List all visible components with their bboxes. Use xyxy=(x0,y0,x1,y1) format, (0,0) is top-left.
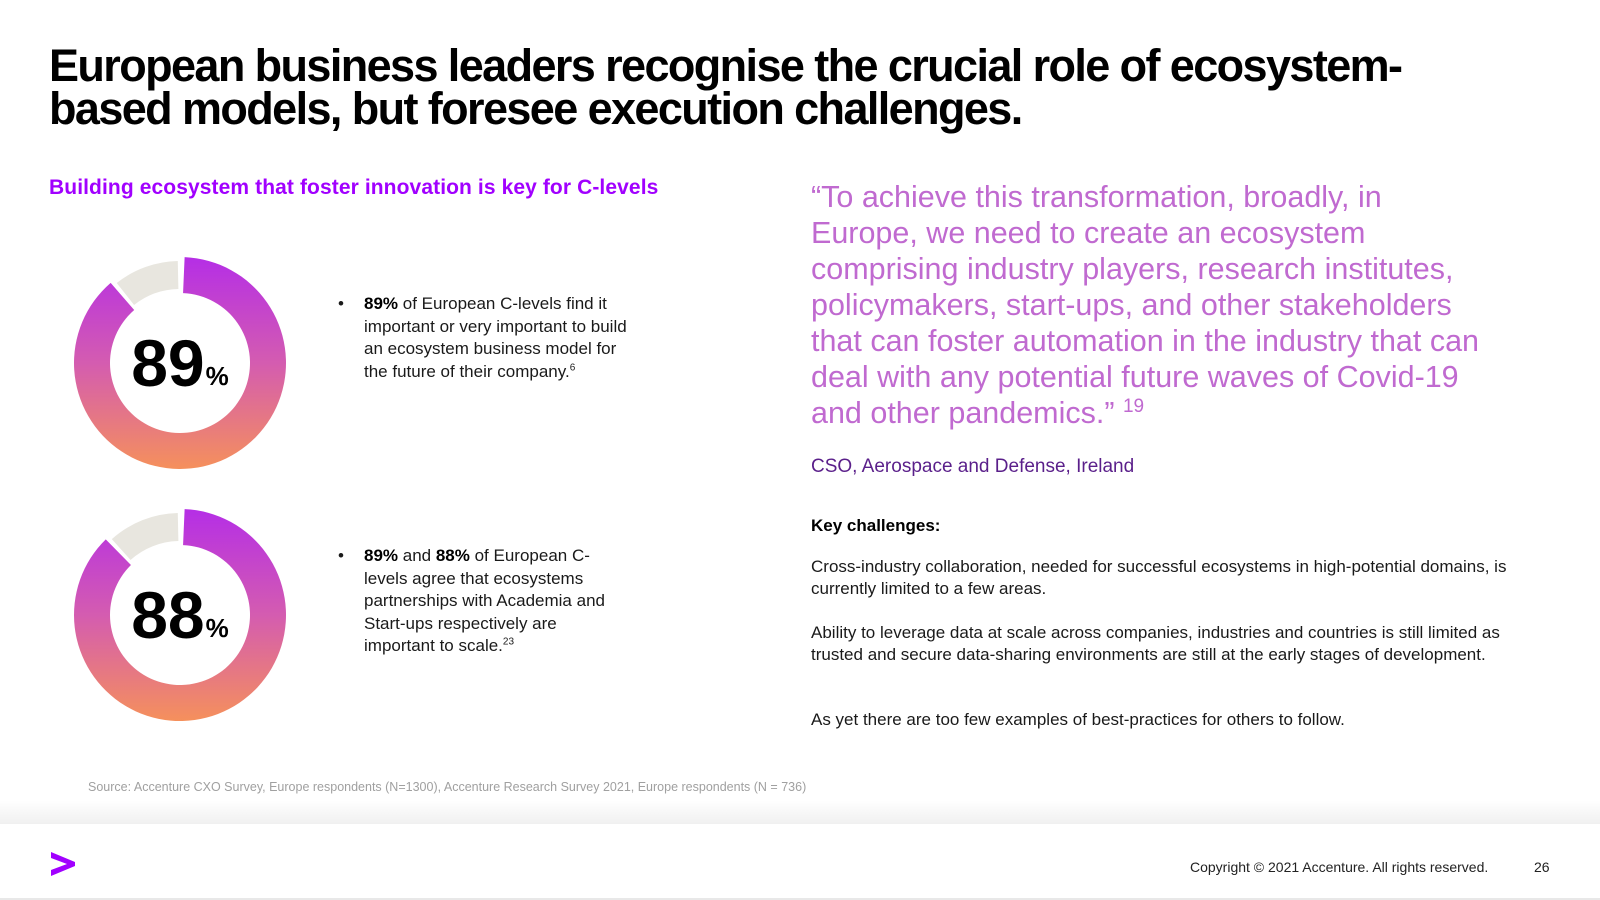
footnote-ref: 23 xyxy=(502,636,515,648)
copyright-text: Copyright © 2021 Accenture. All rights reserved. xyxy=(1190,859,1489,875)
key-challenges-heading: Key challenges: xyxy=(811,516,941,535)
bullet-body: and xyxy=(398,546,436,565)
challenge-item: As yet there are too few examples of best-practices for others to follow. xyxy=(811,710,1345,729)
donut-unit: % xyxy=(205,612,229,643)
donut-label xyxy=(65,248,295,478)
bullet-highlight: 88% xyxy=(435,546,470,565)
footer-divider xyxy=(0,800,1600,824)
bullet-highlight: 89% xyxy=(364,294,399,313)
source-note: Source: Accenture CXO Survey, Europe respondents (N=1300), Accenture Research Survey 2021, Europe respondents (N = 736) xyxy=(88,780,807,794)
donut-chart-89 xyxy=(65,248,295,478)
bullet-text xyxy=(364,293,628,383)
challenge-item: Cross-industry collaboration, needed for successful ecosystems in high-potential domains, is currently limited to a few areas. xyxy=(811,557,1507,598)
accenture-chevron-icon xyxy=(49,850,77,878)
footer xyxy=(0,824,1600,900)
donut-unit: % xyxy=(205,360,229,391)
challenge-item: Ability to leverage data at scale across companies, industries and countries is still limited as trusted and secure data-sharing environments are still at the early stages of development. xyxy=(811,623,1500,664)
bullet-body: of European C-levels find it important or very important to build an ecosystem business model for the future of their company. xyxy=(364,294,627,381)
donut-value: 88 xyxy=(131,578,205,652)
quote-attribution: CSO, Aerospace and Defense, Ireland xyxy=(811,456,1135,477)
stat-bullet-1 xyxy=(338,293,628,383)
bullet-dot: • xyxy=(338,294,344,313)
pull-quote xyxy=(811,179,1491,431)
bullet-text xyxy=(364,545,628,658)
page-title: European business leaders recognise the crucial role of ecosystem-based models, but foresee execution challenges. xyxy=(49,40,1402,134)
quote-text: “To achieve this transformation, broadly, in Europe, we need to create an ecosystem comprising industry players, research institutes, policymakers, start-ups, and other stakeholders that can foster automation in the industry that can deal with any potential future waves of Covid-19 and other pandemics.” xyxy=(811,180,1480,430)
bullet-dot: • xyxy=(338,546,344,565)
footnote-ref: 19 xyxy=(1122,395,1145,417)
stat-bullet-2 xyxy=(338,545,628,658)
bullet-highlight: 89% xyxy=(364,546,399,565)
section-subtitle: Building ecosystem that foster innovation is key for C-levels xyxy=(49,176,659,199)
page-number: 26 xyxy=(1534,859,1550,875)
donut-chart-88 xyxy=(65,500,295,730)
donut-label xyxy=(65,500,295,730)
footnote-ref: 6 xyxy=(569,361,576,373)
bullet-body: of European C-levels agree that ecosystems partnerships with Academia and Start-ups respectively are important to scale. xyxy=(364,546,605,655)
donut-value: 89 xyxy=(131,326,205,400)
